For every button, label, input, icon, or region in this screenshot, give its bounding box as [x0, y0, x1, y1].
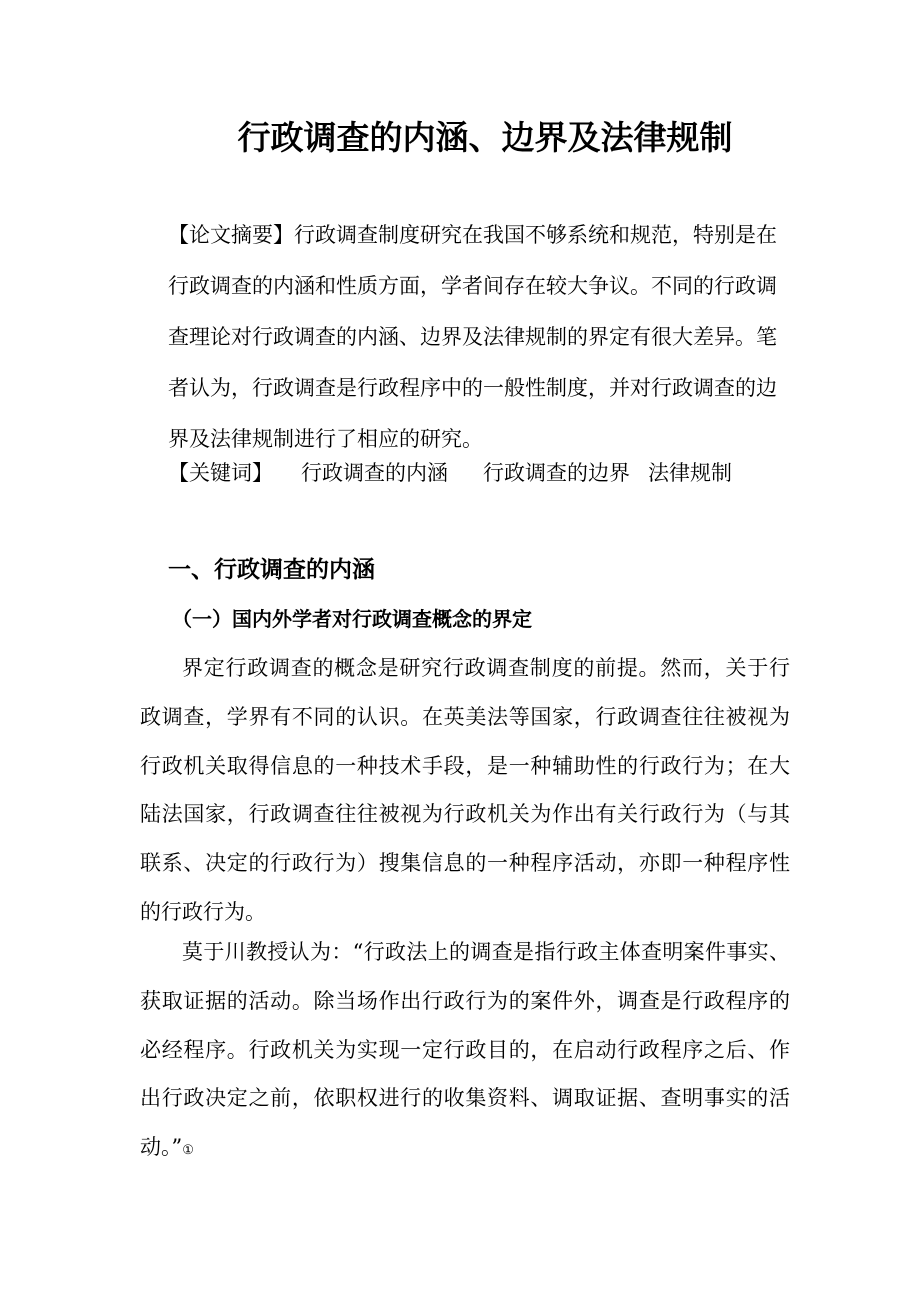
keyword-item: 行政调查的内涵 — [301, 461, 448, 485]
paragraph-text: 莫于川教授认为：“行政法上的调查是指行政主体查明案件事实、获取证据的活动。除当场作出行政行为的案件外，调查是行政程序的必经程序。行政机关为实现一定行政目的，在启动行政程序之后、作出行政决定之前，依职权进行的收集资料、调取证据、查明事实的活动。” — [140, 940, 790, 1160]
keywords-line — [168, 450, 732, 496]
paragraph-block — [140, 928, 790, 1172]
abstract-paragraph — [168, 210, 790, 465]
paragraph-text: 界定行政调查的概念是研究行政调查制度的前提。然而，关于行政调查，学界有不同的认识。在英美法等国家，行政调查往往被视为行政机关取得信息的一种技术手段，是一种辅助性的行政行为；在大陆法国家，行政调查往往被视为行政机关为作出有关行政行为（与其联系、决定的行政行为）搜集信息的一种程序活动，亦即一种程序性的行政行为。 — [140, 656, 790, 924]
document-title: 行政调查的内涵、边界及法律规制 — [237, 118, 733, 157]
abstract-label: 【论文摘要】 — [168, 223, 294, 247]
body-paragraph — [140, 928, 790, 1172]
keywords-label: 【关键词】 — [168, 461, 273, 485]
abstract-text: 行政调查制度研究在我国不够系统和规范，特别是在行政调查的内涵和性质方面，学者间存在较大争议。不同的行政调查理论对行政调查的内涵、边界及法律规制的界定有很大差异。笔者认为，行政调查是行政程序中的一般性制度，并对行政调查的边界及法律规制进行了相应的研究。 — [168, 223, 777, 451]
abstract-block — [168, 210, 790, 465]
body-paragraph — [140, 644, 790, 937]
subsection-heading: （一）国内外学者对行政调查概念的界定 — [172, 607, 532, 631]
footnote-marker[interactable]: ① — [182, 1143, 194, 1159]
keyword-item: 行政调查的边界 — [483, 461, 630, 485]
section-heading: 一、行政调查的内涵 — [168, 557, 375, 583]
keyword-item: 法律规制 — [648, 461, 732, 485]
